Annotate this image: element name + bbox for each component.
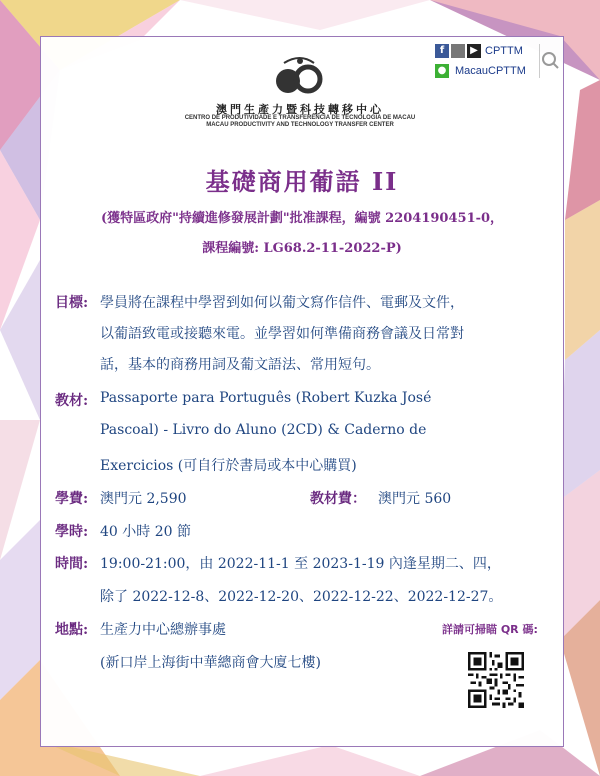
org-name-zh: 澳門生產力暨科技轉移中心 — [216, 103, 384, 116]
hours-label: 學時: — [55, 524, 89, 540]
wechat-icon[interactable]: ● — [435, 64, 449, 78]
facebook-icon[interactable]: f — [435, 44, 449, 58]
goal-label: 目標: — [55, 295, 89, 311]
org-name-en: MACAU PRODUCTIVITY AND TECHNOLOGY TRANSFER CENTER — [206, 122, 394, 128]
time-label: 時間: — [55, 556, 89, 572]
cpttm-logo — [268, 55, 332, 99]
social-name: CPTTM — [485, 45, 523, 57]
course-title: 基礎商用葡語 II — [205, 167, 399, 196]
book-fee-label: 教材費： — [310, 491, 366, 507]
qr-label: 詳請可掃瞄 QR 碼: — [442, 623, 538, 636]
fee-label: 學費: — [55, 491, 89, 507]
place-label: 地點: — [55, 622, 89, 638]
apple-icon[interactable] — [451, 44, 465, 58]
place-line: 生產力中心總辦事處 — [100, 622, 226, 638]
goal-line: 學員將在課程中學習到如何以葡文寫作信件、電郵及文件， — [100, 295, 464, 311]
material-line: Exercicios (可自行於書局或本中心購買) — [100, 458, 357, 474]
play-store-icon[interactable]: ▶ — [467, 44, 481, 58]
time-line: 除了 2022-12-8、2022-12-20、2022-12-22、2022-12-27。 — [100, 589, 503, 605]
course-subtitle-2: 課程編號: LG68.2-11-2022-P) — [202, 241, 402, 256]
qr-code[interactable] — [468, 652, 524, 708]
fee-value: 澳門元 2,590 — [100, 491, 187, 507]
goal-line: 以葡語致電或接聽來電。並學習如何準備商務會議及日常對 — [100, 326, 464, 342]
goal-line: 話，基本的商務用詞及葡文語法、常用短句。 — [100, 357, 380, 373]
material-line: Pascoal) - Livro do Aluno (2CD) & Caderno de — [100, 422, 427, 438]
material-line: Passaporte para Português (Robert Kuzka José — [100, 390, 432, 406]
social-handle: MacauCPTTM — [455, 65, 526, 77]
course-subtitle-1: (獲特區政府"持續進修發展計劃"批准課程，編號 2204190451-0， — [100, 211, 504, 226]
hours-value: 40 小時 20 節 — [100, 524, 191, 540]
social-banner[interactable] — [433, 42, 561, 82]
material-label: 教材: — [55, 393, 89, 409]
search-icon[interactable] — [539, 44, 560, 78]
place-line: (新口岸上海街中華總商會大廈七樓) — [100, 655, 321, 671]
org-name-pt: CENTRO DE PRODUTIVIDADE E TRANSFERÊNCIA DE TECNOLOGIA DE MACAU — [184, 115, 416, 121]
book-fee-value: 澳門元 560 — [378, 491, 452, 507]
time-line: 19:00-21:00，由 2022-11-1 至 2023-1-19 內逢星期二、四， — [100, 556, 501, 572]
